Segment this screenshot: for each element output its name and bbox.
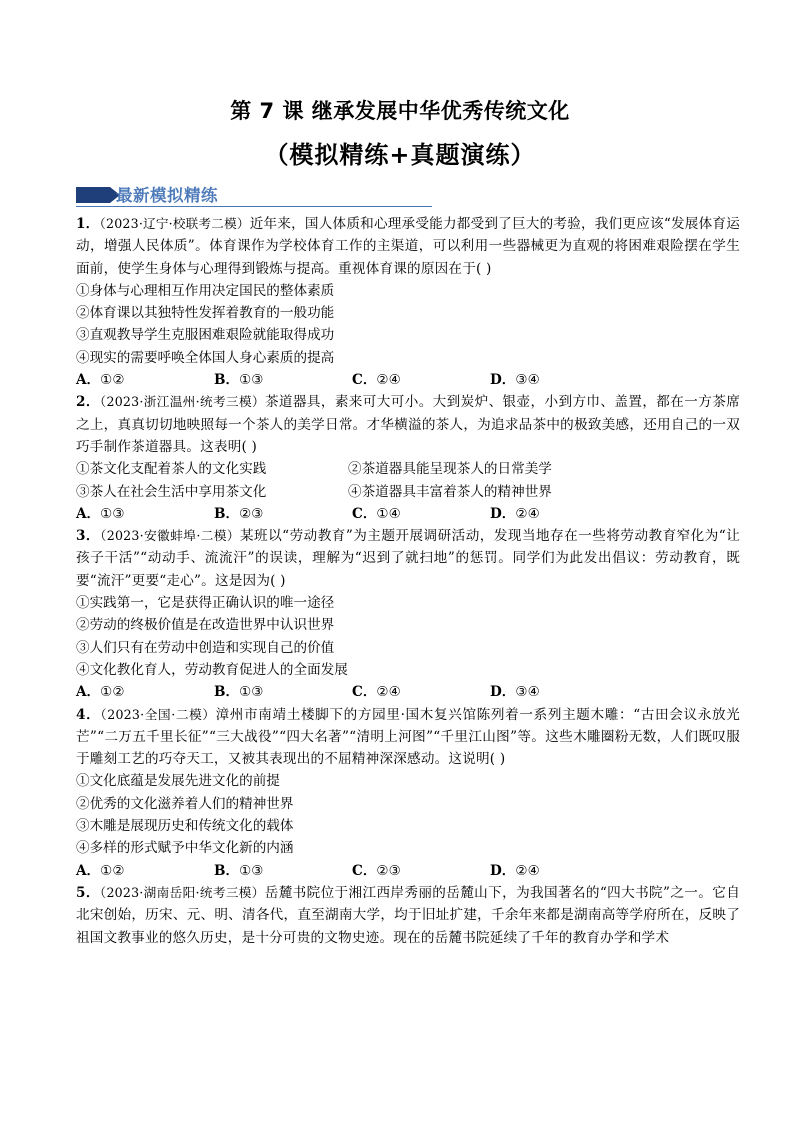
option-value: ②④ bbox=[376, 372, 401, 389]
option-c bbox=[352, 681, 490, 703]
question-3 bbox=[76, 525, 740, 703]
section-title: 最新模拟精练 bbox=[116, 186, 218, 205]
option-d bbox=[490, 503, 628, 525]
option-value: ①② bbox=[100, 862, 125, 879]
option-value: ①③ bbox=[239, 862, 264, 879]
option-letter: A． bbox=[76, 684, 101, 701]
option-b bbox=[214, 681, 352, 703]
question-stem bbox=[76, 882, 740, 949]
statement: ④文化教化育人，劳动教育促进人的全面发展 bbox=[76, 661, 348, 678]
page-subtitle: （模拟精练+真题演练） bbox=[264, 141, 536, 169]
statement: ③茶人在社会生活中享用茶文化 bbox=[76, 483, 267, 500]
option-letter: C． bbox=[352, 372, 377, 389]
options-row bbox=[76, 681, 740, 703]
question-stem bbox=[76, 704, 740, 771]
option-a bbox=[76, 681, 214, 703]
question-number: 3． bbox=[76, 528, 100, 545]
question-text: 漳州市南靖土楼脚下的方园里·国木复兴馆陈列着一系列主题木雕：“古田会议永放光芒”“二万五千里长征”“三大战役”“四大名著”“清明上河图”“千里江山图”等。这些木雕圈粉无数，人们既叹服于雕刻工艺的巧夺天工，又被其表现出的不屈精神深深感动。这说明( ) bbox=[76, 706, 740, 768]
option-letter: C． bbox=[352, 505, 377, 522]
question-text: 某班以“劳动教育”为主题开展调研活动，发现当地存在一些将劳动教育窄化为“让孩子干活”“动动手、流流汗”的误读，理解为“迟到了就扫地”的惩罚。同学们为此发出倡议：劳动教育，既要“流汗”更要“走心”。这是因为( ) bbox=[76, 528, 741, 589]
option-c bbox=[352, 860, 490, 882]
option-value: ①② bbox=[100, 372, 125, 389]
statement: ③人们只有在劳动中创造和实现自己的价值 bbox=[76, 639, 335, 656]
question-source: （2023·湖南岳阳·统考三模） bbox=[99, 884, 265, 900]
question-number: 4． bbox=[76, 706, 101, 723]
question-2 bbox=[76, 391, 740, 525]
option-a bbox=[76, 369, 214, 391]
question-source: （2023·浙江温州·统考三模） bbox=[99, 394, 265, 410]
question-number: 1． bbox=[76, 216, 100, 232]
option-a bbox=[76, 860, 214, 882]
option-a bbox=[76, 503, 214, 525]
statement: ①文化底蕴是发展先进文化的前提 bbox=[76, 773, 280, 790]
option-letter: C． bbox=[352, 684, 377, 701]
option-value: ①③ bbox=[239, 372, 264, 389]
option-value: ②④ bbox=[376, 684, 401, 701]
option-value: ③④ bbox=[515, 684, 540, 701]
statement: ④现实的需要呼唤全体国人身心素质的提高 bbox=[76, 349, 335, 366]
option-value: ②③ bbox=[376, 862, 401, 879]
option-value: ③④ bbox=[515, 372, 540, 389]
option-letter: D． bbox=[490, 372, 516, 389]
statement: ①茶文化支配着茶人的文化实践 bbox=[76, 461, 267, 478]
statement: ④多样的形式赋予中华文化新的内涵 bbox=[76, 840, 294, 857]
question-stem bbox=[76, 525, 740, 592]
option-letter: D． bbox=[490, 862, 516, 879]
option-letter: B． bbox=[214, 372, 240, 389]
option-letter: D． bbox=[490, 684, 516, 701]
question-text: 近年来，国人体质和心理承受能力都受到了巨大的考验，我们更应该“发展体育运动，增强人民体质”。体育课作为学校体育工作的主渠道，可以利用一些器械更为直观的将困难艰险摆在学生面前，使学生身体与心理得到锻炼与提高。重视体育课的原因在于( ) bbox=[76, 216, 740, 277]
option-c bbox=[352, 503, 490, 525]
option-letter: B． bbox=[214, 862, 240, 879]
option-letter: B． bbox=[214, 505, 240, 522]
option-value: ②④ bbox=[515, 862, 540, 879]
option-value: ②③ bbox=[239, 505, 264, 522]
statement: ②优秀的文化滋养着人们的精神世界 bbox=[76, 795, 294, 812]
statement: ①身体与心理相互作用决定国民的整体素质 bbox=[76, 282, 335, 299]
option-d bbox=[490, 369, 628, 391]
question-stem bbox=[76, 213, 740, 280]
statement-row bbox=[76, 458, 740, 480]
option-d bbox=[490, 860, 628, 882]
section-divider bbox=[76, 206, 432, 207]
option-letter: B． bbox=[214, 684, 240, 701]
option-letter: C． bbox=[352, 862, 377, 879]
question-number: 5． bbox=[76, 884, 100, 901]
statement: ④茶道器具丰富着茶人的精神世界 bbox=[348, 483, 552, 500]
section-bar-icon bbox=[76, 187, 110, 203]
question-stem bbox=[76, 391, 740, 458]
question-source: （2023·安徽蚌埠·二模） bbox=[100, 528, 240, 544]
statement: ②体育课以其独特性发挥着教育的一般功能 bbox=[76, 305, 335, 322]
option-value: ①③ bbox=[100, 505, 125, 522]
options-row bbox=[76, 860, 740, 882]
option-b bbox=[214, 860, 352, 882]
options-row bbox=[76, 503, 740, 525]
question-source: （2023·辽宁·校联考二模） bbox=[99, 216, 250, 231]
question-1 bbox=[76, 213, 740, 391]
question-number: 2． bbox=[76, 394, 100, 411]
section-header bbox=[76, 181, 432, 207]
statement: ②茶道器具能呈现茶人的日常美学 bbox=[348, 461, 552, 478]
question-list bbox=[76, 213, 740, 949]
statement: ②劳动的终极价值是在改造世界中认识世界 bbox=[76, 617, 335, 634]
question-source: （2023·全国·二模） bbox=[100, 706, 216, 722]
option-letter: A． bbox=[76, 505, 101, 522]
statement-row bbox=[76, 481, 740, 503]
option-value: ②④ bbox=[515, 505, 540, 522]
statement: ③直观教导学生克服困难艰险就能取得成功 bbox=[76, 327, 335, 344]
option-value: ①② bbox=[100, 684, 125, 701]
option-c bbox=[352, 369, 490, 391]
option-d bbox=[490, 681, 628, 703]
statement: ①实践第一，它是获得正确认识的唯一途径 bbox=[76, 595, 335, 612]
option-b bbox=[214, 503, 352, 525]
option-value: ①③ bbox=[239, 684, 264, 701]
question-4 bbox=[76, 704, 740, 882]
options-row bbox=[76, 369, 740, 391]
statement: ③木雕是展现历史和传统文化的载体 bbox=[76, 818, 294, 835]
question-text: 岳麓书院位于湘江西岸秀丽的岳麓山下，为我国著名的“四大书院”之一。它自北宋创始，历宋、元、明、清各代，直至湖南大学，均于旧址扩建，千余年来都是湖南高等学府所在，反映了祖国文教事业的悠久历史，是十分可贵的文物史迹。现在的岳麓书院延续了千年的教育办学和学术 bbox=[76, 884, 740, 946]
question-text: 茶道器具，素来可大可小。大到炭炉、银壶，小到方巾、盖置，都在一方茶席之上，真真切切地映照每一个茶人的美学日常。才华横溢的茶人，为追求品茶中的极致美感，还用自己的一双巧手制作茶道器具。这表明( ) bbox=[76, 394, 740, 455]
page-title: 第 7 课 继承发展中华优秀传统文化 bbox=[230, 99, 570, 123]
question-5 bbox=[76, 882, 740, 949]
option-letter: A． bbox=[76, 372, 101, 389]
option-b bbox=[214, 369, 352, 391]
option-value: ①④ bbox=[376, 505, 401, 522]
option-letter: D． bbox=[490, 505, 516, 522]
option-letter: A． bbox=[76, 862, 101, 879]
